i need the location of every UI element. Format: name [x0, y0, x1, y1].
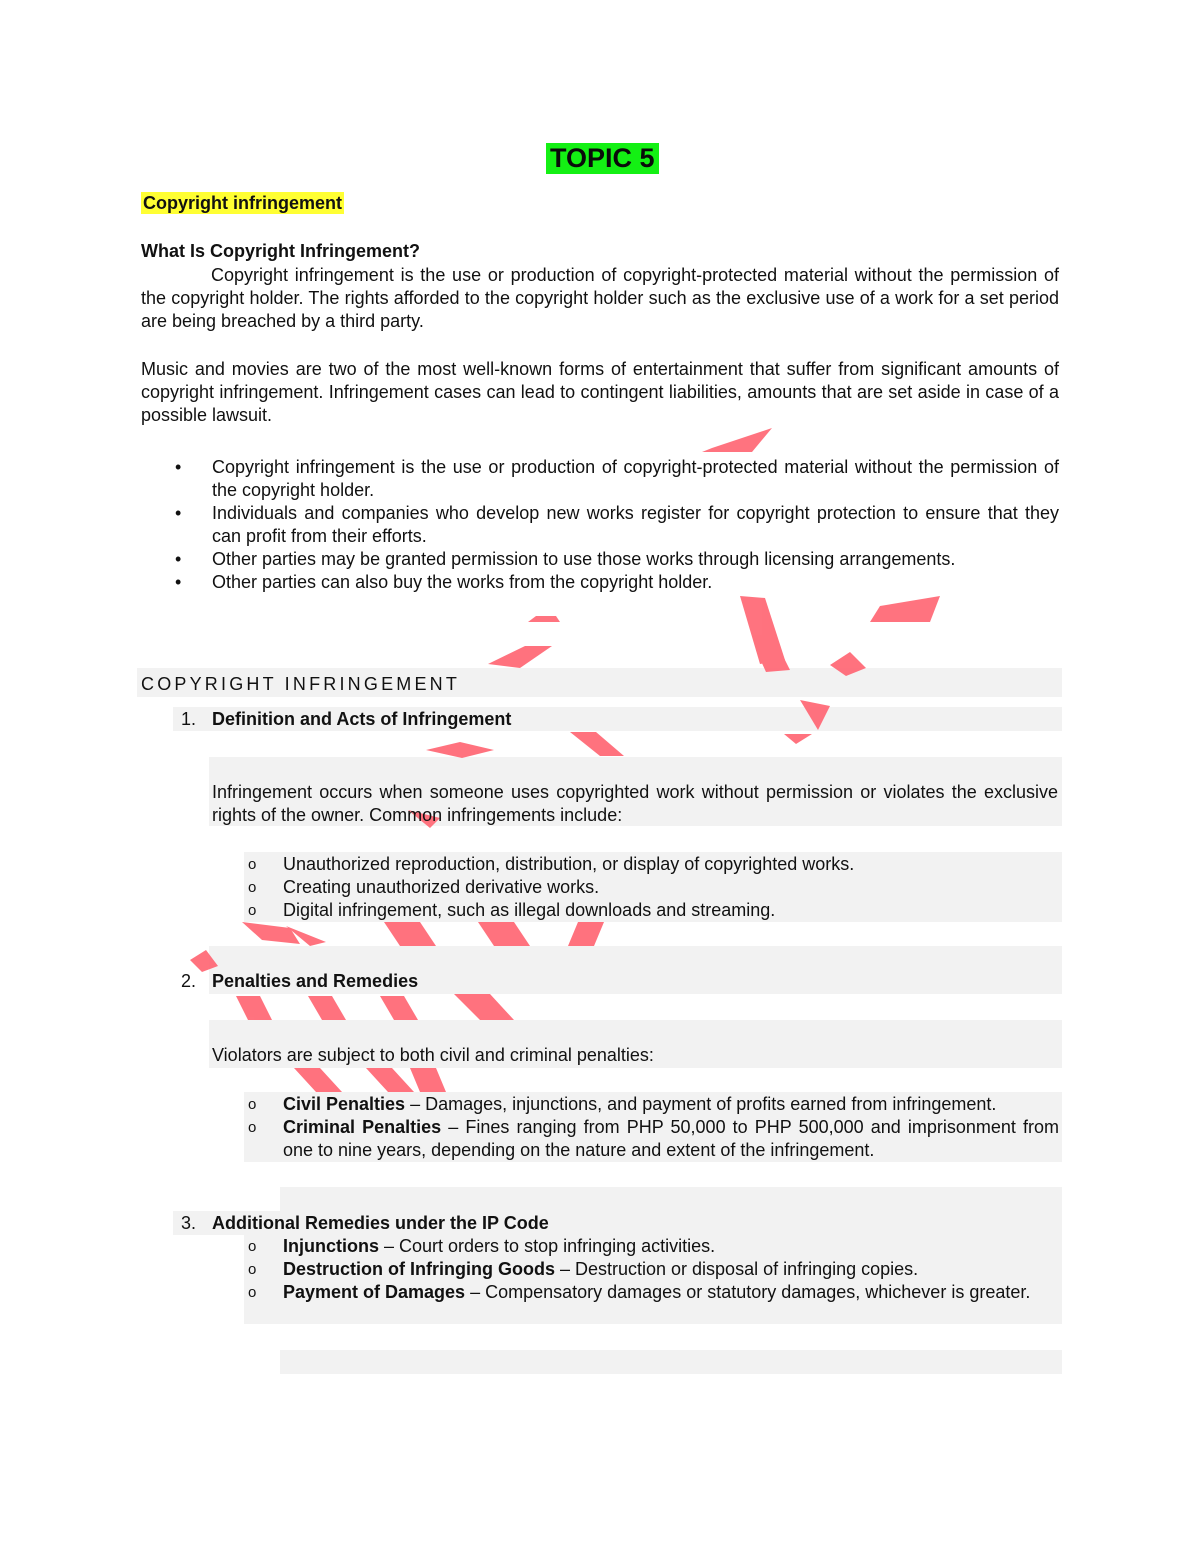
watermark-stroke [756, 650, 790, 672]
section-number: 1. [180, 709, 196, 729]
bullet-dot-icon: • [175, 457, 182, 477]
section-heading-1: Definition and Acts of Infringement [212, 709, 512, 729]
item-text: – Compensatory damages or statutory damages, whichever is greater. [465, 1282, 1031, 1302]
bullet-text: Other parties may be granted permission to use those works through licensing arrangements. [212, 549, 956, 569]
item-bold: Payment of Damages [283, 1282, 466, 1302]
watermark-stroke [570, 732, 624, 756]
watermark-stroke [308, 996, 346, 1020]
list-item [244, 899, 1022, 922]
bullet-text: Individuals and companies who develop new works register for copyright protection to ensure that they can profit from their efforts. [212, 503, 1059, 546]
watermark-stroke [528, 616, 560, 622]
watermark-stroke [830, 652, 866, 676]
question-heading: What Is Copyright Infringement? [141, 241, 420, 261]
bullet-dot-icon: • [175, 503, 182, 523]
list-item [141, 502, 1059, 548]
item-text: Unauthorized reproduction, distribution, or display of copyrighted works. [283, 854, 855, 874]
bullet-list [141, 456, 1059, 594]
item-text: – Fines ranging from PHP 50,000 to PHP 500,000 and imprisonment from one to nine years, depending on the nature and extent of the infringement. [283, 1117, 1060, 1160]
bullet-text: Other parties can also buy the works from the copyright holder. [212, 572, 713, 592]
item-bold: Criminal Penalties [283, 1117, 442, 1137]
watermark-stroke [784, 734, 812, 744]
bullet-dot-icon: • [175, 549, 182, 569]
list-item [141, 456, 1059, 502]
watermark-stroke [384, 922, 436, 946]
section-intro-2: Violators are subject to both civil and criminal penalties: [212, 1045, 654, 1065]
watermark-stroke [410, 1068, 446, 1092]
intro-paragraph: Copyright infringement is the use or production of copyright-protected material without the permission of the copyright holder. The rights afforded to the copyright holder such as the exclusive use of a work for a set period are being breached by a third party. [141, 265, 1059, 331]
sub-bullet-icon: o [248, 902, 257, 919]
topic-subtitle: Copyright infringement [143, 193, 342, 213]
watermark-stroke [242, 922, 300, 944]
page-title: TOPIC 5 [546, 143, 659, 174]
watermark-stroke [478, 922, 530, 946]
item-text: – Court orders to stop infringing activities. [379, 1236, 716, 1256]
bullet-dot-icon: • [175, 572, 182, 592]
list-item [244, 1281, 1059, 1304]
watermark-stroke [380, 996, 418, 1020]
watermark-stroke [568, 922, 604, 946]
bullet-text: Copyright infringement is the use or production of copyright-protected material without the permission of the copyright holder. [212, 457, 1059, 500]
item-bold: Destruction of Infringing Goods [283, 1259, 555, 1279]
watermark-stroke [454, 994, 514, 1020]
watermark-stroke [190, 950, 218, 972]
sub-bullet-icon: o [248, 1119, 257, 1136]
watermark-stroke [236, 996, 272, 1020]
sub-bullet-icon: o [248, 1096, 257, 1113]
sub-bullet-icon: o [248, 879, 257, 896]
list-item [244, 1116, 1059, 1162]
section-intro-1: Infringement occurs when someone uses copyrighted work without permission or violates the exclusive rights of the owner. Common infringements include: [212, 782, 1058, 825]
list-item [244, 876, 1022, 899]
section-heading-3: Additional Remedies under the IP Code [212, 1213, 549, 1233]
watermark-stroke [800, 700, 830, 730]
watermark-stroke [488, 646, 552, 668]
section-heading-2: Penalties and Remedies [212, 971, 419, 991]
watermark-stroke [702, 428, 772, 452]
sub-list-2 [244, 1093, 1059, 1162]
sub-bullet-icon: o [248, 1284, 257, 1301]
sub-bullet-icon: o [248, 856, 257, 873]
sub-bullet-icon: o [248, 1238, 257, 1255]
section-number: 3. [180, 1213, 196, 1233]
section-number: 2. [180, 971, 196, 991]
list-item [244, 853, 1022, 876]
second-paragraph: Music and movies are two of the most well-known forms of entertainment that suffer from significant amounts of copyright infringement. Infringement cases can lead to contingent liabilities, amounts that are set aside in case of a possible lawsuit. [141, 359, 1059, 425]
watermark-stroke [366, 1068, 414, 1092]
watermark-stroke [294, 1068, 342, 1092]
item-text: Creating unauthorized derivative works. [283, 877, 600, 897]
item-text: Digital infringement, such as illegal downloads and streaming. [283, 900, 776, 920]
list-item [244, 1235, 1059, 1258]
item-text: – Destruction or disposal of infringing copies. [554, 1259, 919, 1279]
item-bold: Civil Penalties [283, 1094, 406, 1114]
sub-list-3 [244, 1235, 1059, 1304]
list-item [244, 1093, 1059, 1116]
list-item [141, 571, 1059, 594]
sub-list-1 [244, 853, 1022, 922]
item-text: – Damages, injunctions, and payment of profits earned from infringement. [405, 1094, 997, 1114]
watermark-stroke [870, 596, 940, 622]
list-item [244, 1258, 1059, 1281]
section-heading: COPYRIGHT INFRINGEMENT [141, 674, 461, 694]
item-bold: Injunctions [283, 1236, 379, 1256]
list-item [141, 548, 1059, 571]
sub-bullet-icon: o [248, 1261, 257, 1278]
watermark-stroke [426, 742, 494, 758]
